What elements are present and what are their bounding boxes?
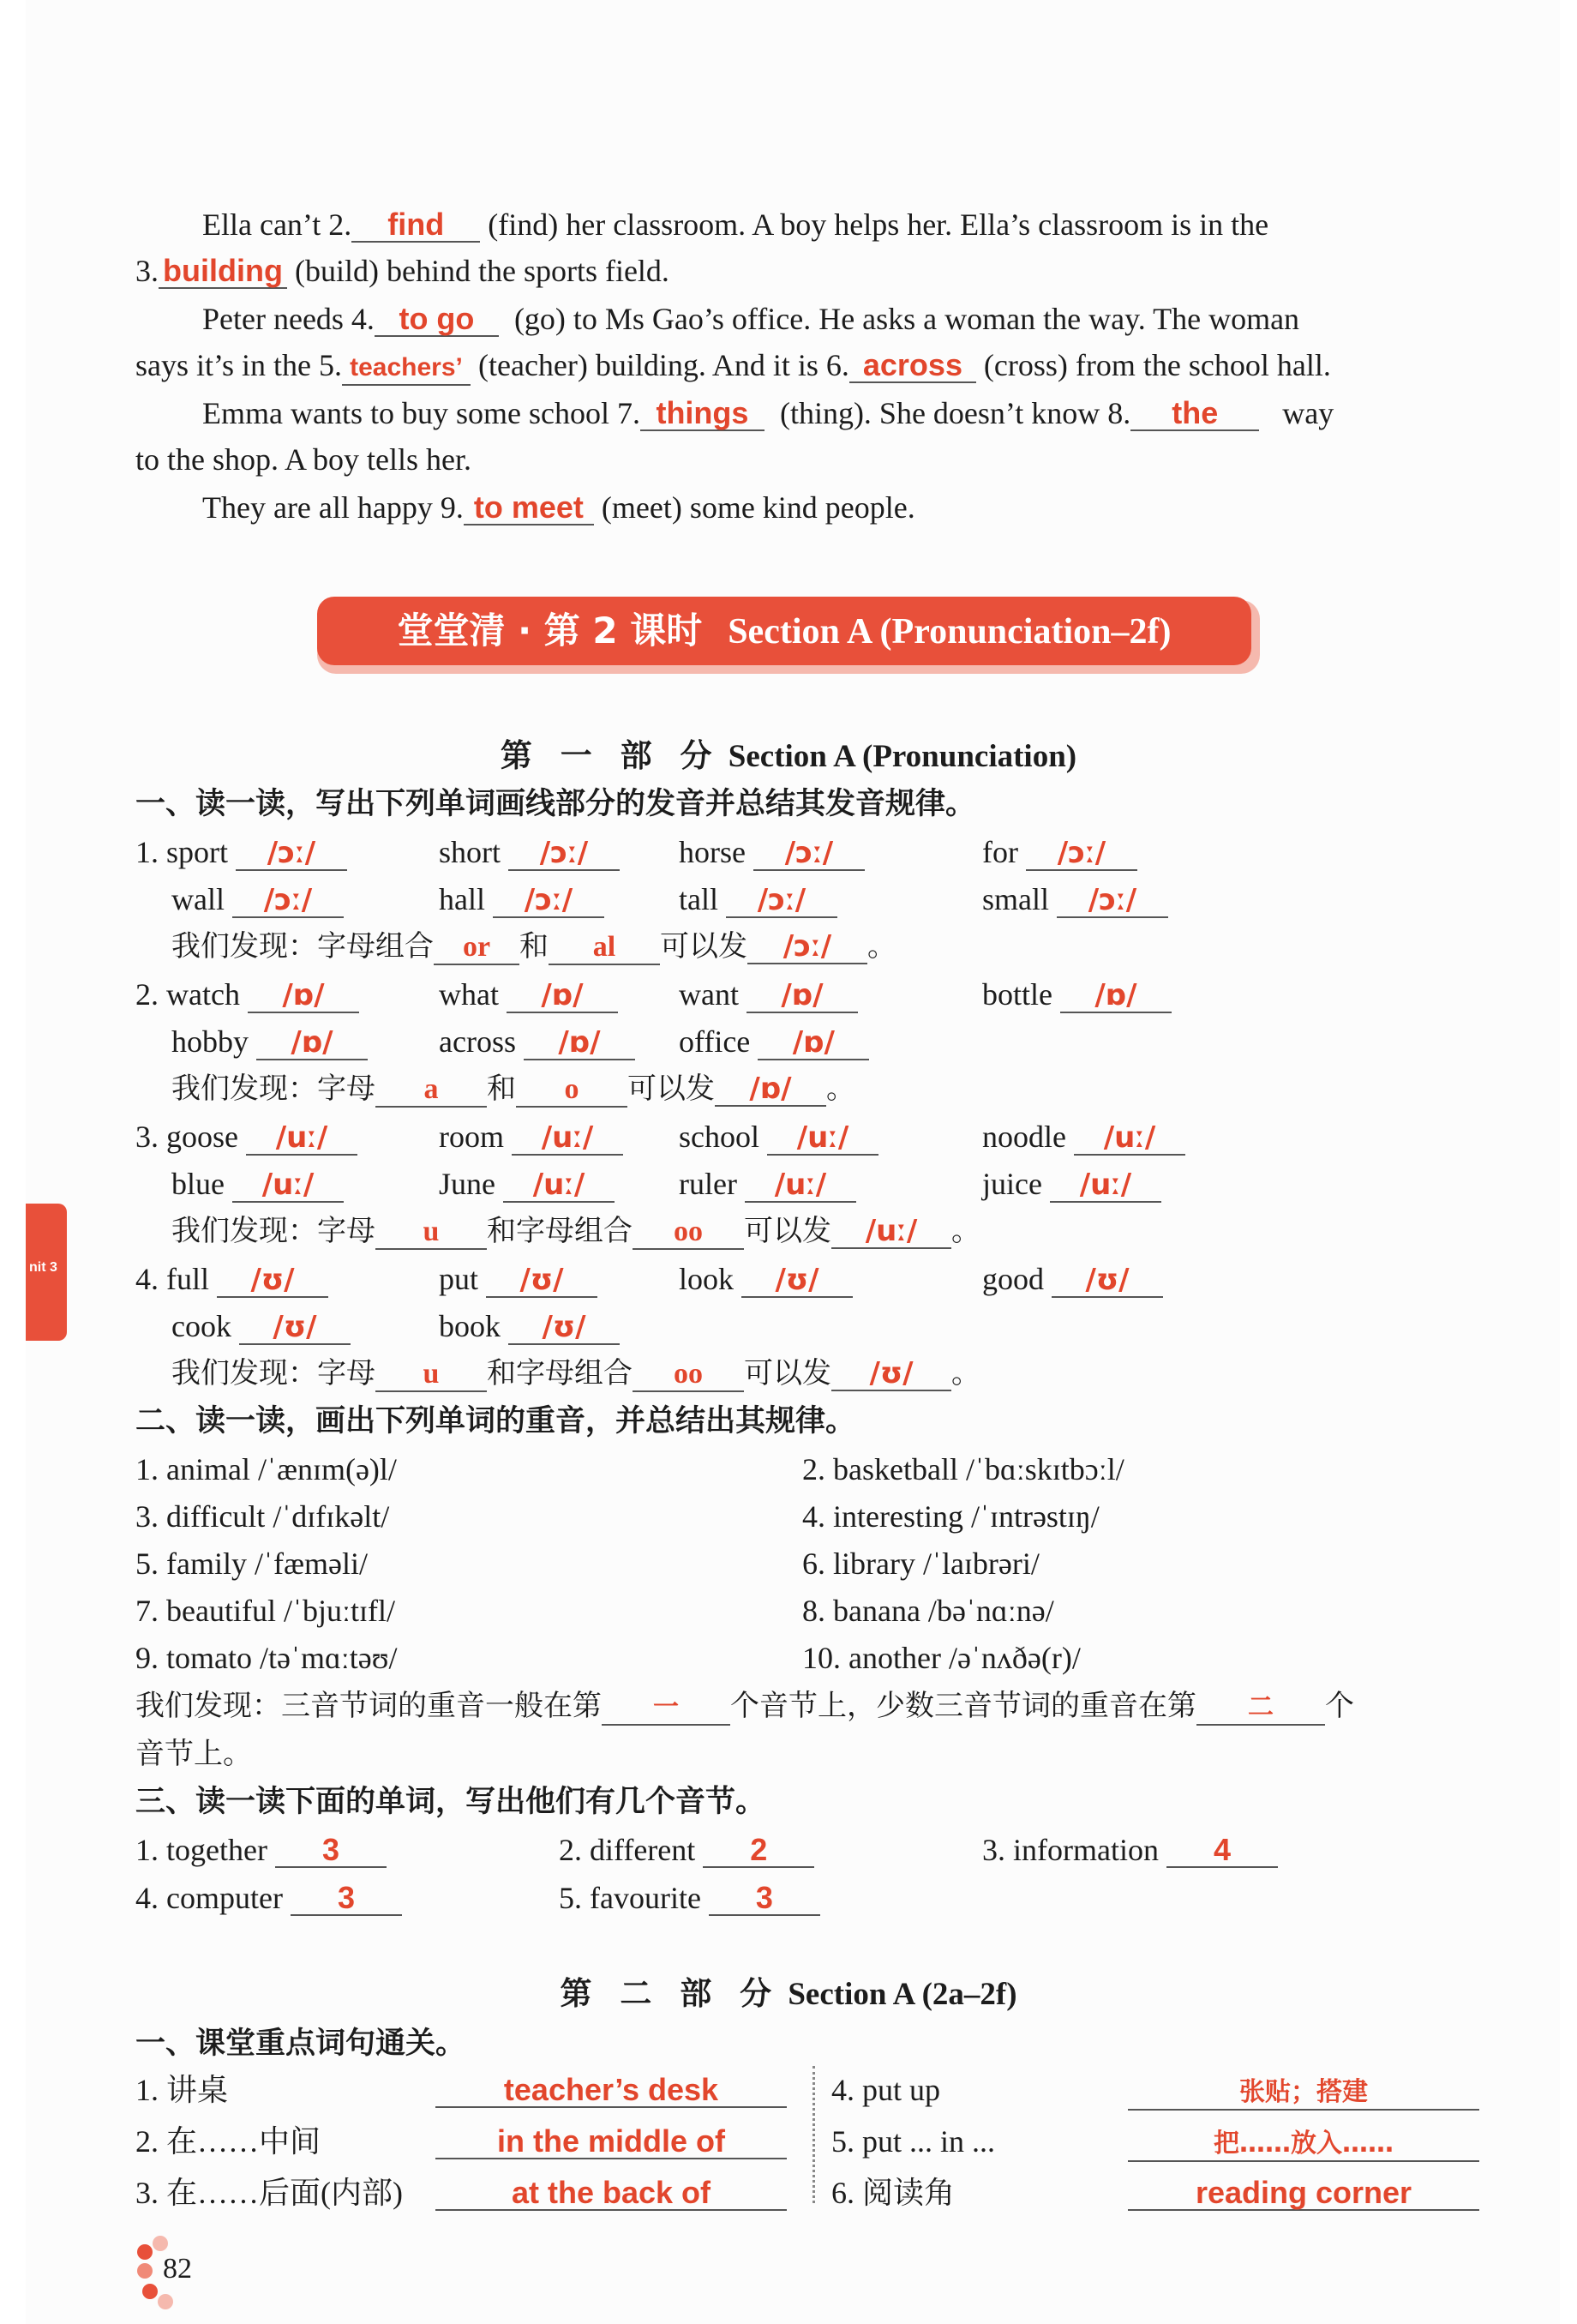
passage-line-3 (202, 297, 1299, 341)
answer-blank[interactable]: 2 (703, 1834, 814, 1868)
answer-blank[interactable]: oo (633, 1358, 744, 1392)
unit-side-tab (26, 1204, 67, 1341)
answer-blank[interactable]: 把……放入…… (1128, 2128, 1479, 2162)
stress-item: 3. difficult /ˈdɪfɪkəlt/ (135, 1499, 390, 1534)
word-item (982, 1257, 1163, 1301)
word: good (982, 1262, 1044, 1296)
part-1-title (0, 734, 1577, 779)
passage-line-5 (202, 391, 1334, 435)
word-item (439, 1304, 620, 1348)
answer-blank[interactable]: /ɒ/ (758, 1026, 869, 1060)
text: (meet) some kind people. (601, 490, 915, 525)
word-item (439, 972, 618, 1017)
answer-blank-8[interactable]: the (1130, 397, 1259, 431)
syllable-item (135, 1876, 402, 1920)
text: 。 (826, 1072, 855, 1106)
answer-blank[interactable]: /ɒ/ (248, 979, 359, 1013)
word: blue (171, 1167, 225, 1201)
answer-blank[interactable]: /ɒ/ (1060, 979, 1172, 1013)
phrase-answer (1128, 2171, 1479, 2215)
word-item (982, 877, 1168, 922)
hexagon-decoration-icon (137, 2263, 153, 2279)
word-item (982, 830, 1137, 874)
question-3-heading: 三、读一读下面的单词，写出他们有几个音节。 (135, 1785, 766, 1819)
word-item (439, 1019, 635, 1064)
text: 我们发现：字母 (171, 1356, 375, 1390)
word: hall (439, 882, 485, 916)
answer-blank[interactable]: /ʊ/ (1052, 1264, 1163, 1298)
word: tall (679, 882, 718, 916)
word: 1. together (135, 1833, 267, 1867)
answer-blank[interactable]: teacher’s desk (435, 2074, 787, 2108)
word-item (439, 1114, 623, 1159)
column-divider (812, 2066, 815, 2203)
answer-blank[interactable]: o (516, 1073, 627, 1108)
phrase-question: 6. 阅读角 (831, 2176, 956, 2210)
hexagon-decoration-icon (158, 2294, 173, 2309)
syllable-item (135, 1828, 387, 1872)
word: what (439, 977, 499, 1012)
text: 个音节上，少数三音节词的重音在第 (730, 1689, 1196, 1723)
stress-rule-line (135, 1684, 1354, 1728)
answer-blank[interactable]: /ʊ/ (831, 1357, 951, 1391)
answer-blank[interactable]: /ɔː/ (1057, 884, 1168, 918)
answer-blank[interactable]: reading corner (1128, 2177, 1479, 2211)
answer-blank[interactable]: /uː/ (503, 1168, 615, 1203)
unit-tab-label: nit 3 (29, 1260, 57, 1275)
text: 可以发 (744, 1214, 831, 1248)
text: 可以发 (627, 1072, 715, 1106)
answer-blank[interactable]: /ɔː/ (508, 837, 620, 871)
text: 可以发 (744, 1356, 831, 1390)
word: ruler (679, 1167, 737, 1201)
answer-blank[interactable]: /ʊ/ (239, 1311, 351, 1345)
text: 我们发现：字母 (171, 1214, 375, 1248)
word: juice (982, 1167, 1042, 1201)
word: 1. sport (135, 835, 228, 869)
answer-blank[interactable]: 4 (1166, 1834, 1278, 1868)
text: 我们发现：字母 (171, 1072, 375, 1106)
text: (teacher) building. And it is 6. (478, 348, 849, 382)
part-title-cn: 第 二 部 分 (560, 1975, 781, 2012)
part-title-cn: 第 一 部 分 (500, 737, 721, 774)
answer-blank[interactable]: /uː/ (1074, 1121, 1185, 1156)
answer-blank[interactable]: /ɔː/ (232, 884, 344, 918)
answer-blank[interactable]: a (375, 1073, 487, 1108)
answer-blank[interactable]: or (434, 931, 519, 965)
answer-blank[interactable]: /ɒ/ (747, 979, 858, 1013)
answer-blank[interactable]: /uː/ (246, 1121, 357, 1156)
answer-blank[interactable]: oo (633, 1216, 744, 1250)
word-item (135, 1257, 328, 1301)
phrase-question: 2. 在……中间 (135, 2124, 321, 2159)
word-item (439, 1257, 597, 1301)
phrase-question: 4. put up (831, 2073, 941, 2107)
rule-line-1 (171, 924, 896, 969)
banner-title-cn: 堂堂清 · 第 2 课时 (397, 610, 703, 652)
answer-blank[interactable]: /ɒ/ (715, 1072, 826, 1107)
answer-blank[interactable]: /ɒ/ (507, 979, 618, 1013)
syllable-item (559, 1876, 820, 1920)
word-item (679, 1114, 878, 1159)
text: 和 (487, 1072, 516, 1106)
word-item (135, 830, 347, 874)
word: short (439, 835, 501, 869)
text: 和字母组合 (487, 1356, 633, 1390)
stress-item: 6. library /ˈlaɪbrəri/ (802, 1546, 1040, 1581)
text: Emma wants to buy some school 7. (202, 396, 640, 430)
passage-line-4 (135, 343, 1331, 387)
word: look (679, 1262, 735, 1296)
answer-blank[interactable]: at the back of (435, 2177, 787, 2211)
text: (build) behind the sports field. (295, 254, 669, 288)
hexagon-decoration-icon (153, 2236, 168, 2251)
phrase-answer (435, 2171, 787, 2215)
word: small (982, 882, 1049, 916)
text: 和 (519, 929, 549, 964)
answer-blank[interactable]: /ɒ/ (256, 1026, 368, 1060)
answer-blank[interactable]: /ʊ/ (486, 1264, 597, 1298)
word: hobby (171, 1024, 249, 1059)
syllable-item (982, 1828, 1278, 1872)
word: office (679, 1024, 751, 1059)
phrase-answer (1128, 2119, 1479, 2164)
word: 2. different (559, 1833, 696, 1867)
answer-blank[interactable]: /ɔː/ (236, 837, 347, 871)
answer-blank[interactable]: /ɔː/ (726, 884, 837, 918)
word-item (135, 1114, 357, 1159)
word: bottle (982, 977, 1052, 1012)
text: 和字母组合 (487, 1214, 633, 1248)
answer-blank[interactable]: /ʊ/ (741, 1264, 853, 1298)
answer-blank[interactable]: /ɔː/ (1026, 837, 1137, 871)
word: wall (171, 882, 225, 916)
word: 2. watch (135, 977, 240, 1012)
answer-blank[interactable]: /ɔː/ (747, 930, 867, 964)
lesson-banner (317, 597, 1251, 665)
passage-line-1 (202, 202, 1268, 247)
word-item (679, 972, 858, 1017)
word: June (439, 1167, 495, 1201)
word: 3. information (982, 1833, 1159, 1867)
phrase-answer (435, 2119, 787, 2164)
stress-item: 4. interesting /ˈɪntrəstɪŋ/ (802, 1499, 1100, 1534)
text: 我们发现：字母组合 (171, 929, 434, 964)
word: for (982, 835, 1018, 869)
answer-blank-6[interactable]: across (849, 349, 976, 383)
answer-blank[interactable]: 3 (275, 1834, 387, 1868)
part-2-heading: 一、课堂重点词句通关。 (135, 2027, 466, 2061)
word-item (439, 1162, 615, 1206)
stress-rule-line-2: 音节上。 (135, 1737, 252, 1771)
stress-item: 8. banana /bəˈnɑːnə/ (802, 1594, 1054, 1628)
answer-blank[interactable]: /ʊ/ (508, 1311, 620, 1345)
answer-blank[interactable]: /uː/ (512, 1121, 623, 1156)
word: school (679, 1120, 759, 1154)
hexagon-decoration-icon (142, 2284, 158, 2299)
rule-line-2 (171, 1066, 855, 1111)
answer-blank[interactable]: /uː/ (1050, 1168, 1161, 1203)
answer-blank[interactable]: /uː/ (767, 1121, 878, 1156)
text: 。 (951, 1356, 980, 1390)
word: 5. favourite (559, 1881, 701, 1915)
word-item (679, 830, 865, 874)
text: 可以发 (660, 929, 747, 964)
answer-blank-9[interactable]: to meet (464, 491, 594, 525)
phrase-question: 3. 在……后面(内部) (135, 2176, 403, 2210)
text: 3. (135, 254, 159, 288)
syllable-item (559, 1828, 814, 1872)
rule-line-3 (171, 1209, 980, 1253)
text: way (1282, 396, 1334, 430)
part-2-title (0, 1972, 1577, 2017)
phrase-answer (1128, 2068, 1479, 2112)
text: says it’s in the 5. (135, 348, 342, 382)
word-item (171, 877, 344, 922)
passage-line-2 (135, 249, 669, 293)
word: book (439, 1309, 501, 1343)
word: want (679, 977, 739, 1012)
answer-blank[interactable]: al (549, 931, 660, 965)
word-item (679, 1162, 856, 1206)
stress-item: 9. tomato /təˈmɑːtəʊ/ (135, 1641, 398, 1675)
word: noodle (982, 1120, 1066, 1154)
word-item (679, 1257, 853, 1301)
word-item (171, 1304, 351, 1348)
answer-blank[interactable]: /ʊ/ (217, 1264, 328, 1298)
answer-blank-4[interactable]: to go (375, 303, 499, 337)
stress-item: 1. animal /ˈænɪm(ə)l/ (135, 1452, 397, 1486)
stress-item: 7. beautiful /ˈbjuːtɪfl/ (135, 1594, 395, 1628)
text: 个 (1325, 1689, 1354, 1723)
word-item (171, 1019, 368, 1064)
word: across (439, 1024, 516, 1059)
word-item (982, 972, 1172, 1017)
text: (cross) from the school hall. (983, 348, 1331, 382)
answer-blank-2[interactable]: find (351, 208, 480, 243)
text: Ella can’t 2. (202, 207, 352, 242)
stress-item: 5. family /ˈfæməli/ (135, 1546, 368, 1581)
text: Peter needs 4. (202, 302, 375, 336)
word-item (439, 830, 620, 874)
word: 4. computer (135, 1881, 283, 1915)
answer-blank[interactable]: /ɒ/ (524, 1026, 635, 1060)
answer-blank-7[interactable]: things (640, 397, 765, 431)
rule-line-4 (171, 1351, 980, 1396)
word-item (679, 1019, 869, 1064)
phrase-answer (435, 2068, 787, 2112)
text: (find) her classroom. A boy helps her. Ella’s classroom is in the (488, 207, 1269, 242)
text: (go) to Ms Gao’s office. He asks a woman the way. The woman (513, 302, 1300, 336)
answer-blank[interactable]: 3 (291, 1882, 402, 1916)
word: horse (679, 835, 746, 869)
answer-blank[interactable]: /ɔː/ (753, 837, 865, 871)
part-title-en: Section A (Pronunciation) (728, 739, 1077, 774)
word: room (439, 1120, 504, 1154)
word: put (439, 1262, 479, 1296)
text: 。 (951, 1214, 980, 1248)
word-item (439, 877, 604, 922)
hexagon-decoration-icon (137, 2244, 153, 2260)
text: (thing). She doesn’t know 8. (779, 396, 1131, 430)
answer-blank[interactable]: 一 (602, 1691, 730, 1726)
word-item (982, 1114, 1185, 1159)
banner-title-en: Section A (Pronunciation–2f) (728, 612, 1172, 652)
text: They are all happy 9. (202, 490, 464, 525)
text: 。 (867, 929, 896, 964)
answer-blank[interactable]: /uː/ (831, 1215, 951, 1249)
answer-blank-5[interactable]: teachers’ (342, 351, 471, 386)
answer-blank[interactable]: 二 (1196, 1691, 1325, 1726)
stress-item: 2. basketball /ˈbɑːskɪtbɔːl/ (802, 1452, 1124, 1486)
phrase-question: 5. put ... in ... (831, 2124, 996, 2159)
answer-blank[interactable]: in the middle of (435, 2125, 787, 2159)
answer-blank[interactable]: 张贴；搭建 (1128, 2076, 1479, 2111)
word: 3. goose (135, 1120, 238, 1154)
answer-blank-3[interactable]: building (159, 255, 287, 289)
text: 我们发现：三音节词的重音一般在第 (135, 1689, 602, 1723)
word-item (135, 972, 359, 1017)
answer-blank[interactable]: /ɔː/ (493, 884, 604, 918)
answer-blank[interactable]: 3 (709, 1882, 820, 1916)
answer-blank[interactable]: /uː/ (745, 1168, 856, 1203)
question-1-heading: 一、读一读，写出下列单词画线部分的发音并总结其发音规律。 (135, 787, 976, 821)
word-item (982, 1162, 1161, 1206)
stress-item: 10. another /əˈnʌðə(r)/ (802, 1641, 1081, 1675)
passage-line-7 (202, 485, 915, 530)
answer-blank[interactable]: u (375, 1358, 487, 1392)
phrase-question: 1. 讲桌 (135, 2073, 229, 2107)
page-number: 82 (163, 2253, 192, 2285)
answer-blank[interactable]: u (375, 1216, 487, 1250)
question-2-heading: 二、读一读，画出下列单词的重音，并总结出其规律。 (135, 1404, 856, 1438)
part-title-en: Section A (2a–2f) (788, 1977, 1017, 2012)
answer-blank[interactable]: /uː/ (232, 1168, 344, 1203)
word-item (679, 877, 837, 922)
passage-line-6: to the shop. A boy tells her. (135, 442, 471, 477)
word: cook (171, 1309, 231, 1343)
word-item (171, 1162, 344, 1206)
word: 4. full (135, 1262, 209, 1296)
